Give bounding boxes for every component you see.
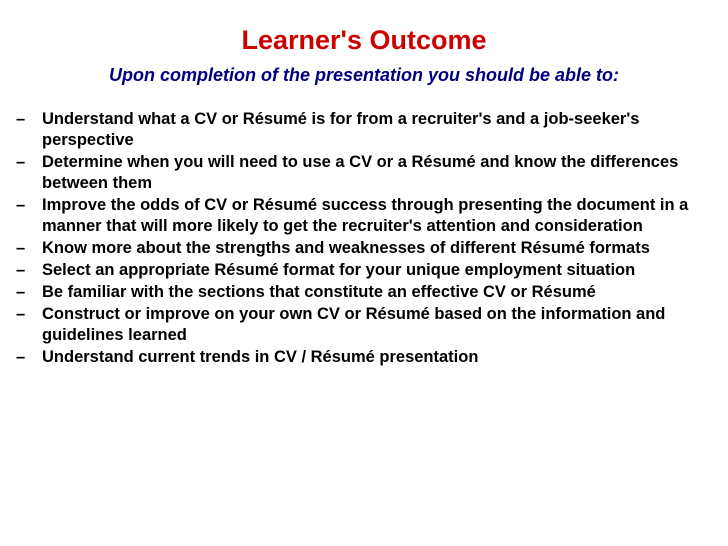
list-item-text: Construct or improve on your own CV or Résumé based on the information and guidelines learned (42, 305, 666, 344)
dash-bullet-icon: – (16, 196, 26, 214)
list-item-text: Understand what a CV or Résumé is for from a recruiter's and a job-seeker's perspective (42, 110, 640, 149)
list-item-text: Be familiar with the sections that constitute an effective CV or Résumé (42, 283, 596, 301)
list-item (16, 347, 722, 368)
dash-bullet-icon: – (16, 305, 26, 323)
dash-bullet-icon: – (16, 348, 26, 366)
list-item (16, 238, 722, 259)
list-item (16, 260, 722, 281)
dash-bullet-icon: – (16, 153, 26, 171)
list-item-text: Determine when you will need to use a CV or a Résumé and know the differences between them (42, 153, 679, 192)
slide-title: Learner's Outcome (241, 25, 487, 55)
dash-bullet-icon: – (16, 261, 26, 279)
list-item-text: Know more about the strengths and weaknesses of different Résumé formats (42, 239, 650, 257)
list-item (16, 152, 722, 194)
outcome-list (16, 109, 722, 369)
list-item-text: Understand current trends in CV / Résumé presentation (42, 348, 479, 366)
dash-bullet-icon: – (16, 110, 26, 128)
list-item (16, 109, 722, 151)
list-item (16, 282, 722, 303)
list-item (16, 304, 722, 346)
slide-subtitle: Upon completion of the presentation you should be able to: (108, 65, 619, 85)
list-item-text: Select an appropriate Résumé format for your unique employment situation (42, 261, 636, 279)
list-item (16, 195, 722, 237)
list-item-text: Improve the odds of CV or Résumé success through presenting the document in a manner that will more likely to get the recruiter's attention and consideration (42, 196, 689, 235)
dash-bullet-icon: – (16, 239, 26, 257)
dash-bullet-icon: – (16, 283, 26, 301)
